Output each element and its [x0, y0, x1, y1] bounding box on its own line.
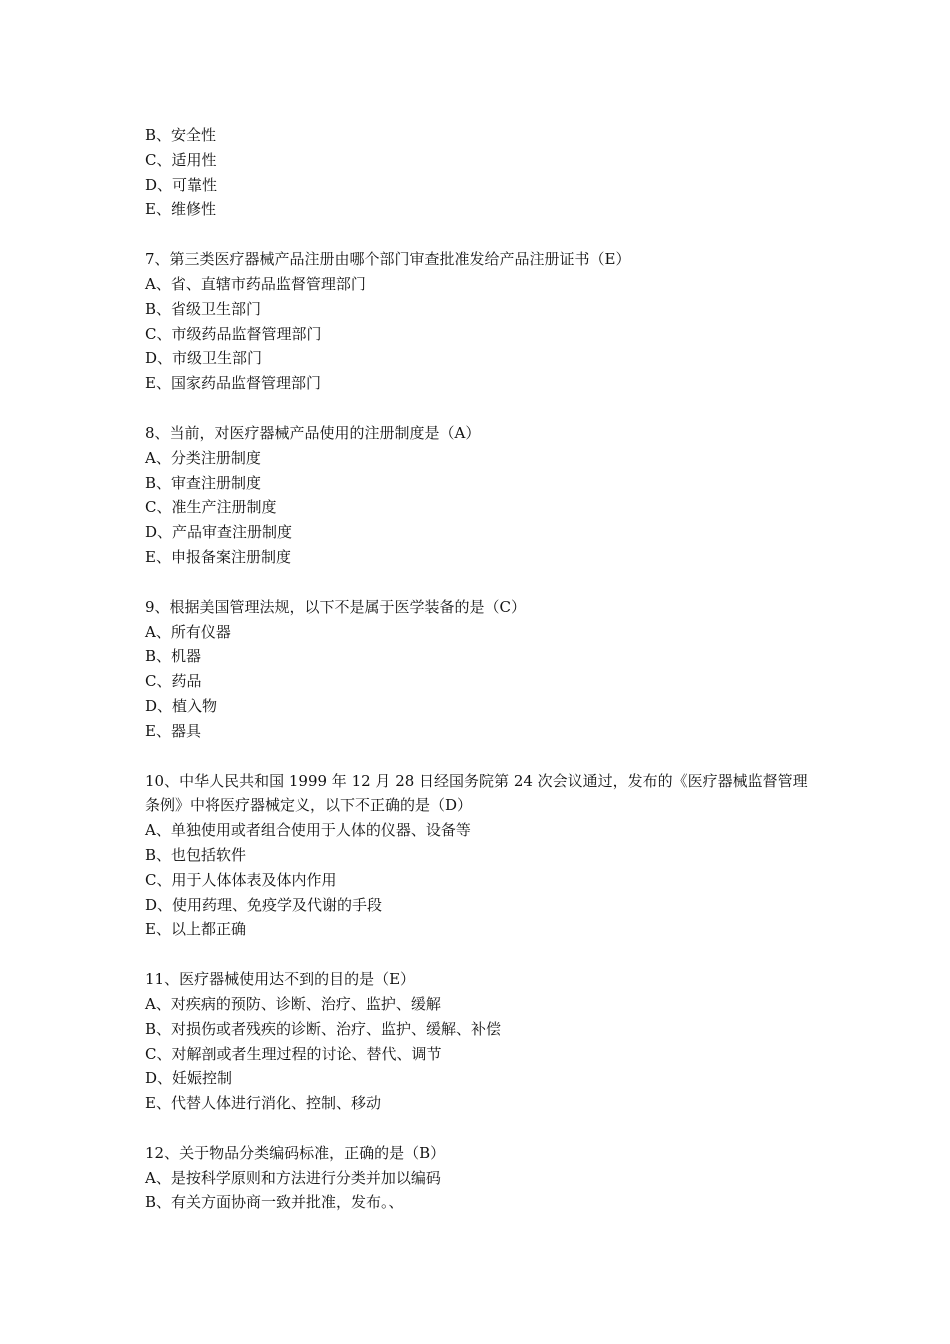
option-d: D、妊娠控制: [145, 1069, 233, 1088]
option-d: D、市级卫生部门: [145, 349, 263, 368]
option-b: B、也包括软件: [145, 845, 247, 864]
question-9: [145, 595, 815, 744]
question-12: [145, 1141, 815, 1215]
option-a: A、省、直辖市药品监督管理部门: [145, 274, 366, 293]
option-a: A、对疾病的预防、诊断、治疗、监护、缓解: [145, 994, 441, 1013]
option-c: C、药品: [145, 672, 202, 691]
option-d: D、产品审查注册制度: [145, 523, 293, 542]
question-text: 12、关于物品分类编码标准，正确的是（B）: [145, 1143, 446, 1162]
option-e: E、申报备案注册制度: [145, 547, 291, 566]
option-a: A、是按科学原则和方法进行分类并加以编码: [145, 1168, 441, 1187]
question-text: 10、中华人民共和国 1999 年 12 月 28 日经国务院第 24 次会议通过，发布的《医疗器械监督管理条例》中将医疗器械定义，以下不正确的是（D）: [145, 771, 808, 815]
option-e: E、器具: [145, 721, 201, 740]
option-d: D、使用药理、免疫学及代谢的手段: [145, 895, 383, 914]
question-text: 7、第三类医疗器械产品注册由哪个部门审查批准发给产品注册证书（E）: [145, 250, 631, 269]
option-b: B、有关方面协商一致并批准，发布。、: [145, 1193, 404, 1212]
option-c: C、对解剖或者生理过程的讨论、替代、调节: [145, 1044, 442, 1063]
option-e: E、维修性: [145, 200, 216, 219]
option-e: E、代替人体进行消化、控制、移动: [145, 1094, 381, 1113]
option-a: A、单独使用或者组合使用于人体的仪器、设备等: [145, 821, 471, 840]
option-b: B、对损伤或者残疾的诊断、治疗、监护、缓解、补偿: [145, 1019, 502, 1038]
option-e: E、国家药品监督管理部门: [145, 374, 321, 393]
option-e: E、以上都正确: [145, 920, 246, 939]
option-a: A、所有仪器: [145, 622, 231, 641]
question-text: 9、根据美国管理法规，以下不是属于医学装备的是（C）: [145, 597, 527, 616]
option-c: C、市级药品监督管理部门: [145, 324, 322, 343]
option-c: C、用于人体体表及体内作用: [145, 870, 337, 889]
option-c: C、准生产注册制度: [145, 498, 277, 517]
option-b: B、省级卫生部门: [145, 299, 262, 318]
question-10: [145, 769, 815, 943]
option-d: D、植入物: [145, 696, 218, 715]
question-8: [145, 421, 815, 570]
question-7: [145, 247, 815, 396]
option-b: B、审查注册制度: [145, 473, 262, 492]
question-6-options: [145, 123, 815, 222]
option-a: A、分类注册制度: [145, 448, 261, 467]
option-b: B、安全性: [145, 126, 217, 144]
question-text: 8、当前，对医疗器械产品使用的注册制度是（A）: [145, 423, 481, 442]
question-11: [145, 967, 815, 1116]
document-page: [145, 123, 815, 1240]
option-d: D、可靠性: [145, 175, 218, 194]
option-c: C、适用性: [145, 150, 217, 169]
question-text: 11、医疗器械使用达不到的目的是（E）: [145, 970, 416, 989]
option-b: B、机器: [145, 647, 202, 666]
